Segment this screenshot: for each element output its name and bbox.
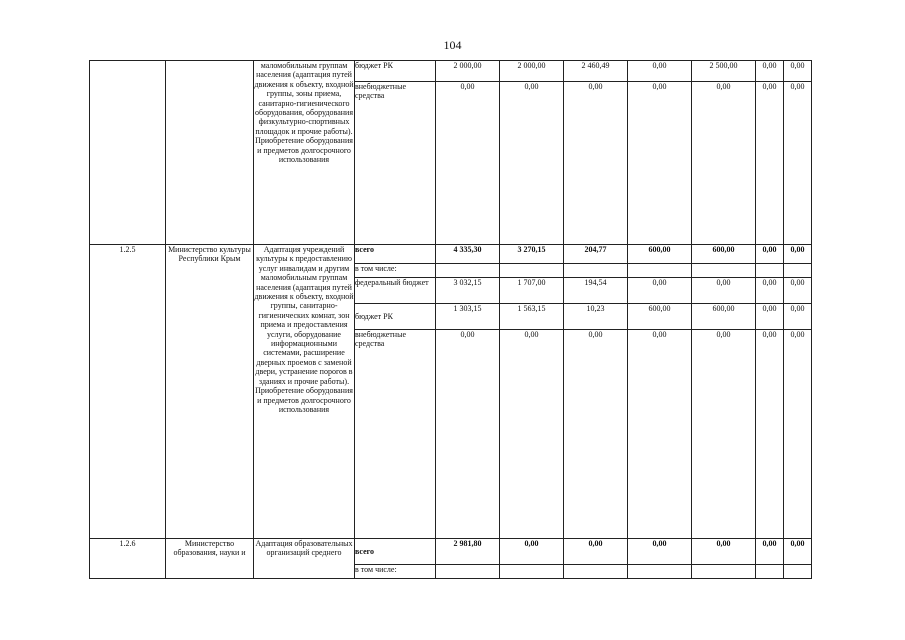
value-cell: 0,00: [500, 330, 564, 539]
value-cell: 0,00: [756, 330, 784, 539]
value-cell: [692, 264, 756, 278]
funding-source: бюджет РК: [355, 61, 436, 82]
value-cell: 0,00: [784, 304, 812, 330]
value-cell: 0,00: [628, 330, 692, 539]
value-cell: [784, 264, 812, 278]
value-cell: 0,00: [500, 539, 564, 565]
value-cell: 0,00: [564, 539, 628, 565]
value-cell: 0,00: [784, 61, 812, 82]
value-cell: 1 707,00: [500, 278, 564, 304]
value-cell: 600,00: [692, 304, 756, 330]
item-number-cell: 1.2.6: [90, 539, 166, 579]
funding-source: в том числе:: [355, 565, 436, 579]
value-cell: 600,00: [628, 245, 692, 264]
measure-name-cell: Адаптация образовательных организаций среднего: [254, 539, 355, 579]
value-cell: 0,00: [784, 539, 812, 565]
value-cell: 0,00: [756, 82, 784, 245]
value-cell: 2 000,00: [500, 61, 564, 82]
value-cell: [628, 565, 692, 579]
value-cell: [500, 264, 564, 278]
executor-cell: Министерство образования, науки и: [166, 539, 254, 579]
value-cell: [564, 264, 628, 278]
value-cell: 0,00: [436, 330, 500, 539]
value-cell: 0,00: [784, 278, 812, 304]
table-row: [90, 245, 812, 264]
measure-name-cell: маломобильным группам населения (адаптация путей движения к объекту, входной группы, зоны приема, санитарно-гигиенического оборудования, оборудования физкультурно-спортивных площадок и прочие работы). Приобретение оборудования и предметов долгосрочного использования: [254, 61, 355, 245]
value-cell: [628, 264, 692, 278]
value-cell: 0,00: [692, 278, 756, 304]
value-cell: 0,00: [564, 330, 628, 539]
value-cell: 2 000,00: [436, 61, 500, 82]
funding-source: в том числе:: [355, 264, 436, 278]
value-cell: [692, 565, 756, 579]
value-cell: 2 460,49: [564, 61, 628, 82]
value-cell: 0,00: [628, 61, 692, 82]
value-cell: [436, 565, 500, 579]
value-cell: 204,77: [564, 245, 628, 264]
value-cell: 0,00: [784, 330, 812, 539]
value-cell: 0,00: [628, 82, 692, 245]
value-cell: [564, 565, 628, 579]
value-cell: 10,23: [564, 304, 628, 330]
budget-table: [89, 60, 812, 579]
value-cell: 3 270,15: [500, 245, 564, 264]
executor-cell: Министерство культуры Республики Крым: [166, 245, 254, 539]
table-row: [90, 61, 812, 82]
value-cell: [756, 565, 784, 579]
value-cell: 0,00: [564, 82, 628, 245]
funding-source: всего: [355, 539, 436, 565]
value-cell: [500, 565, 564, 579]
value-cell: 2 981,80: [436, 539, 500, 565]
value-cell: 194,54: [564, 278, 628, 304]
value-cell: 1 303,15: [436, 304, 500, 330]
value-cell: 0,00: [436, 82, 500, 245]
funding-source: федеральный бюджет: [355, 278, 436, 304]
value-cell: 0,00: [784, 245, 812, 264]
value-cell: [436, 264, 500, 278]
value-cell: 0,00: [756, 278, 784, 304]
value-cell: 4 335,30: [436, 245, 500, 264]
value-cell: 0,00: [756, 61, 784, 82]
item-number-cell: 1.2.5: [90, 245, 166, 539]
value-cell: 0,00: [628, 539, 692, 565]
value-cell: 0,00: [500, 82, 564, 245]
value-cell: 0,00: [692, 82, 756, 245]
value-cell: [756, 264, 784, 278]
value-cell: 0,00: [628, 278, 692, 304]
table-row: [90, 539, 812, 565]
value-cell: 600,00: [628, 304, 692, 330]
value-cell: 0,00: [692, 330, 756, 539]
value-cell: 0,00: [692, 539, 756, 565]
item-number-cell: [90, 61, 166, 245]
funding-source: внебюджетные средства: [355, 330, 436, 539]
value-cell: 0,00: [784, 82, 812, 245]
funding-source: внебюджетные средства: [355, 82, 436, 245]
value-cell: 1 563,15: [500, 304, 564, 330]
funding-source: бюджет РК: [355, 304, 436, 330]
value-cell: [784, 565, 812, 579]
value-cell: 3 032,15: [436, 278, 500, 304]
value-cell: 0,00: [756, 539, 784, 565]
value-cell: 0,00: [756, 304, 784, 330]
measure-name-cell: Адаптация учреждений культуры к предоставлению услуг инвалидам и другим маломобильным группам населения (адаптация путей движения к объекту, входной группы, санитарно-гигиенических комнат, зон приема и предоставления услуги, оборудование информационными системами, расширение дверных проемов с заменой двери, устранение порогов в зданиях и прочие работы). Приобретение оборудования и предметов долгосрочного использования: [254, 245, 355, 539]
value-cell: 0,00: [756, 245, 784, 264]
value-cell: 600,00: [692, 245, 756, 264]
value-cell: 2 500,00: [692, 61, 756, 82]
executor-cell: [166, 61, 254, 245]
funding-source: всего: [355, 245, 436, 264]
page-number: 104: [443, 38, 462, 52]
